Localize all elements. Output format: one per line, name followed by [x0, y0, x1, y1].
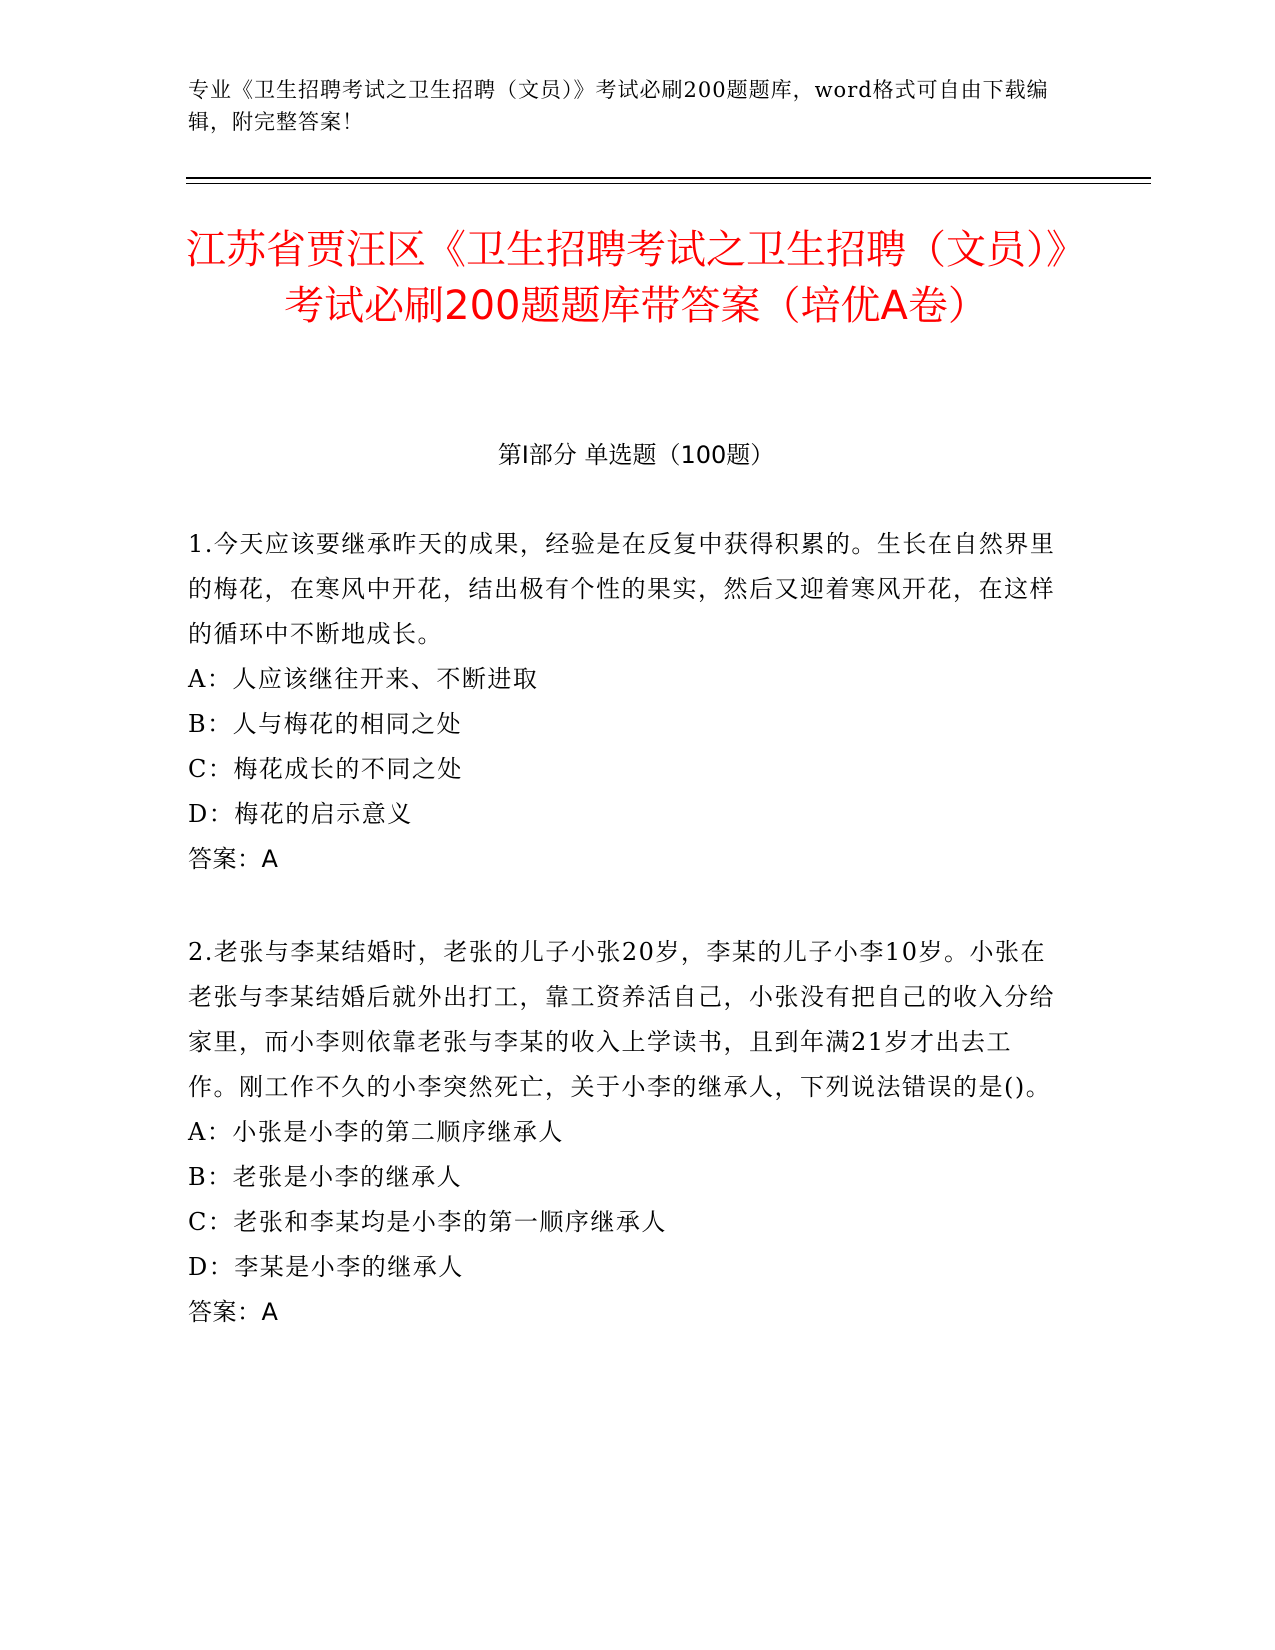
- option-a: A：人应该继往开来、不断进取: [188, 665, 539, 693]
- header-divider-thick: [186, 177, 1151, 179]
- section-heading: 第I部分 单选题（100题）: [497, 441, 775, 469]
- option-c: C：梅花成长的不同之处: [188, 755, 463, 783]
- option-b: B：老张是小李的继承人: [188, 1163, 463, 1191]
- question-stem: 1.今天应该要继承昨天的成果，经验是在反复中获得积累的。生长在自然界里的梅花，在寒风中开花，结出极有个性的果实，然后又迎着寒风开花，在这样的循环中不断地成长。: [188, 530, 1056, 648]
- option-a: A：小张是小李的第二顺序继承人: [188, 1118, 564, 1146]
- document-title: 江苏省贾汪区《卫生招聘考试之卫生招聘（文员）》考试必刷200题题库带答案（培优A卷）: [186, 227, 1086, 329]
- header-divider-thin: [186, 183, 1151, 184]
- question-stem: 2.老张与李某结婚时，老张的儿子小张20岁，李某的儿子小李10岁。小张在老张与李某结婚后就外出打工，靠工资养活自己，小张没有把自己的收入分给家里，而小李则依靠老张与李某的收入上学读书，且到年满21岁才出去工作。刚工作不久的小李突然死亡，关于小李的继承人，下列说法错误的是()。: [188, 938, 1055, 1101]
- answer: 答案：A: [188, 845, 279, 873]
- question-1: [188, 522, 1058, 882]
- answer: 答案：A: [188, 1298, 279, 1326]
- header-note: 专业《卫生招聘考试之卫生招聘（文员）》考试必刷200题题库，word格式可自由下载编辑，附完整答案！: [188, 78, 1049, 134]
- option-c: C：老张和李某均是小李的第一顺序继承人: [188, 1208, 667, 1236]
- option-d: D：梅花的启示意义: [188, 800, 413, 828]
- question-2: [188, 930, 1058, 1335]
- option-b: B：人与梅花的相同之处: [188, 710, 463, 738]
- option-d: D：李某是小李的继承人: [188, 1253, 464, 1281]
